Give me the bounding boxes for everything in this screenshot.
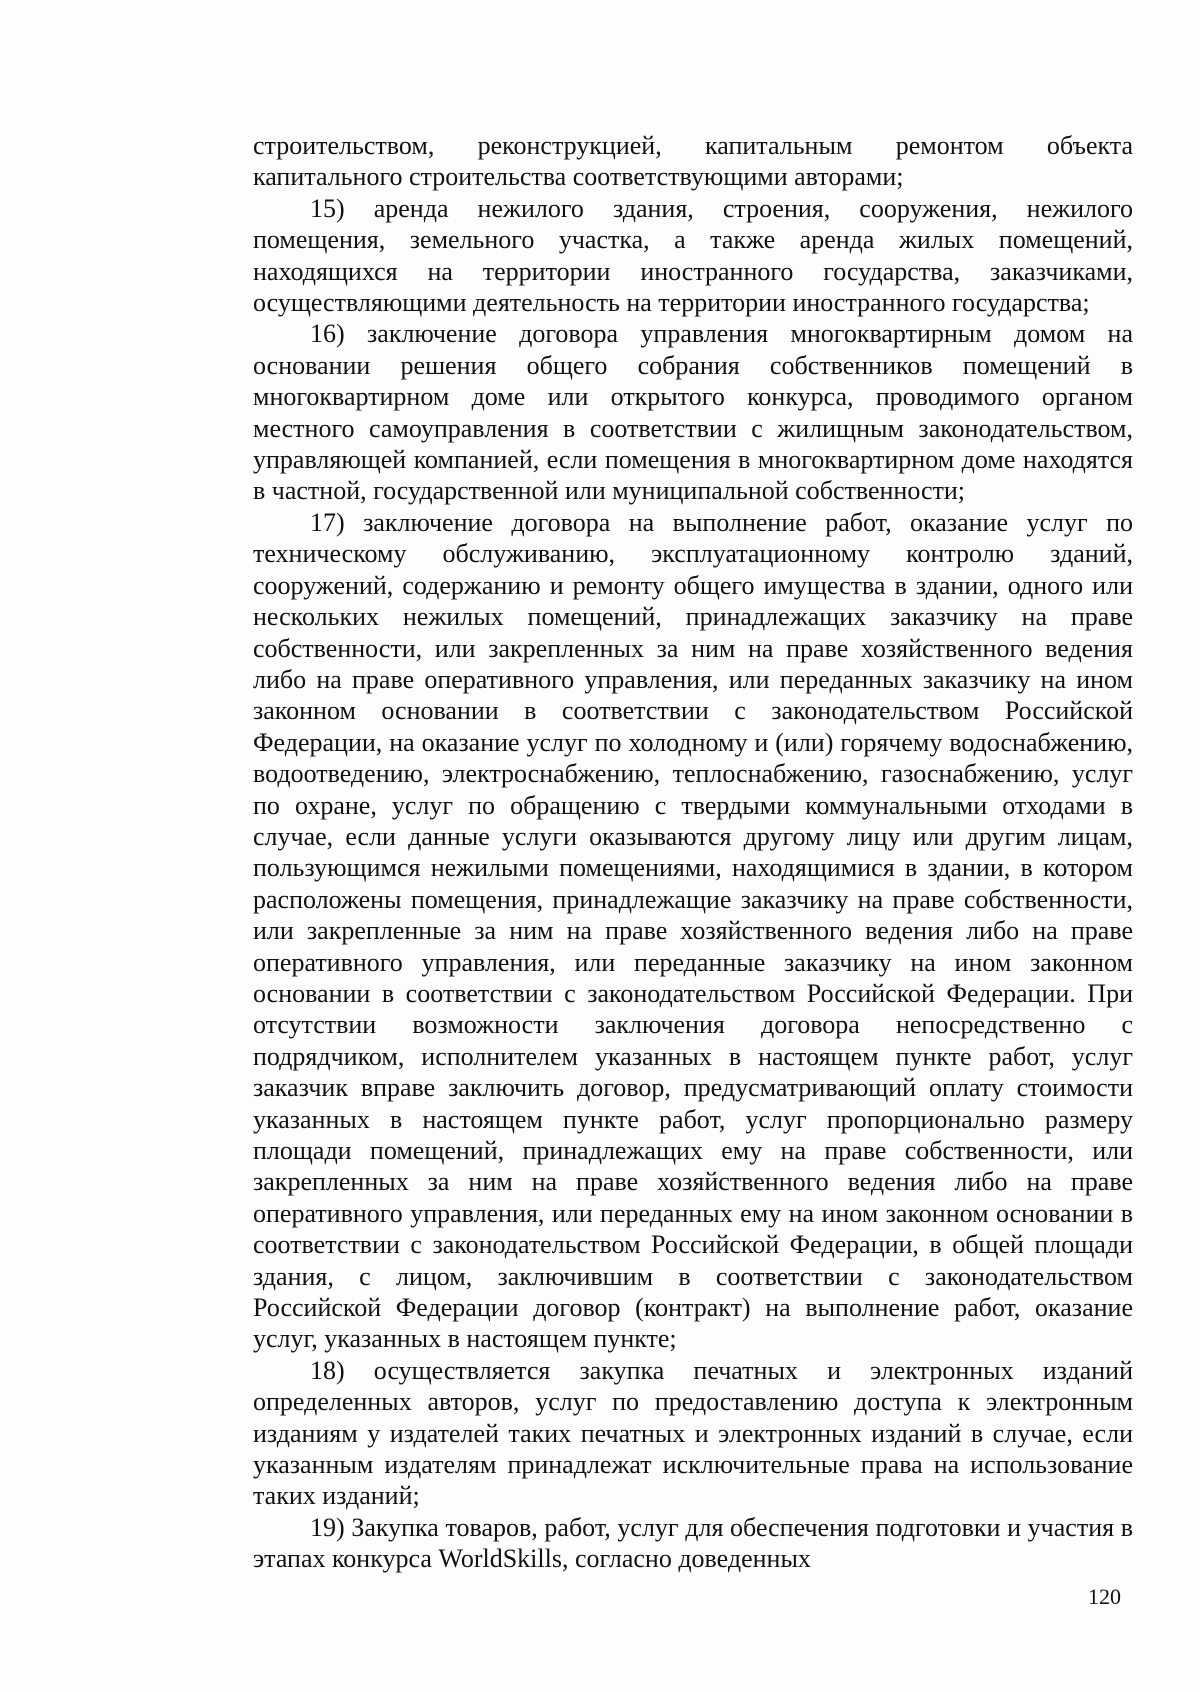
paragraph-item-17: 17) заключение договора на выполнение работ, оказание услуг по техническому обслуживанию, эксплуатационному контролю зданий, сооружений, содержанию и ремонту общего имущества в здании, одного или нескольких нежилых помещений, принадлежащих заказчику на праве собственности, или закрепленных за ним на праве хозяйственного ведения либо на праве оперативного управления, или переданных заказчику на ином законном основании в соответствии с законодательством Российской Федерации, на оказание услуг по холодному и (или) горячему водоснабжению, водоотведению, электроснабжению, теплоснабжению, газоснабжению, услуг по охране, услуг по обращению с твердыми коммунальными отходами в случае, если данные услуги оказываются другому лицу или другим лицам, пользующимся нежилыми помещениями, находящимися в здании, в котором расположены помещения, принадлежащие заказчику на праве собственности, или закрепленные за ним на праве хозяйственного ведения либо на праве оперативного управления, или переданные заказчику на ином законном основании в соответствии с законодательством Российской Федерации. При отсутствии возможности заключения договора непосредственно с подрядчиком, исполнителем указанных в настоящем пункте работ, услуг заказчик вправе заключить договор, предусматривающий оплату стоимости указанных в настоящем пункте работ, услуг пропорционально размеру площади помещений, принадлежащих ему на праве собственности, или закрепленных за ним на праве хозяйственного ведения либо на праве оперативного управления, или переданных ему на ином законном основании в соответствии с законодательством Российской Федерации, в общей площади здания, с лицом, заключившим в соответствии с законодательством Российской Федерации договор (контракт) на выполнение работ, оказание услуг, указанных в настоящем пункте; [253, 507, 1133, 1354]
paragraph-item-18: 18) осуществляется закупка печатных и электронных изданий определенных авторов, услуг по предоставлению доступа к электронным изданиям у издателей таких печатных и электронных изданий в случае, если указанным издателям принадлежат исключительные права на использование таких изданий; [253, 1355, 1133, 1511]
paragraph-item-16: 16) заключение договора управления многоквартирным домом на основании решения общего собрания собственников помещений в многоквартирном доме или открытого конкурса, проводимого органом местного самоуправления в соответствии с жилищным законодательством, управляющей компанией, если помещения в многоквартирном доме находятся в частной, государственной или муниципальной собственности; [253, 319, 1133, 506]
paragraph-item-19: 19) Закупка товаров, работ, услуг для обеспечения подготовки и участия в этапах конкурса WorldSkills, согласно доведенных [253, 1512, 1133, 1574]
page-number: 120 [1088, 1584, 1121, 1609]
paragraph-item-15: 15) аренда нежилого здания, строения, сооружения, нежилого помещения, земельного участка, а также аренда жилых помещений, находящихся на территории иностранного государства, заказчиками, осуществляющими деятельность на территории иностранного государства; [253, 193, 1133, 318]
paragraph-continuation: строительством, реконструкцией, капитальным ремонтом объекта капитального строительства соответствующими авторами; [253, 131, 1133, 192]
document-body [253, 130, 1133, 1575]
